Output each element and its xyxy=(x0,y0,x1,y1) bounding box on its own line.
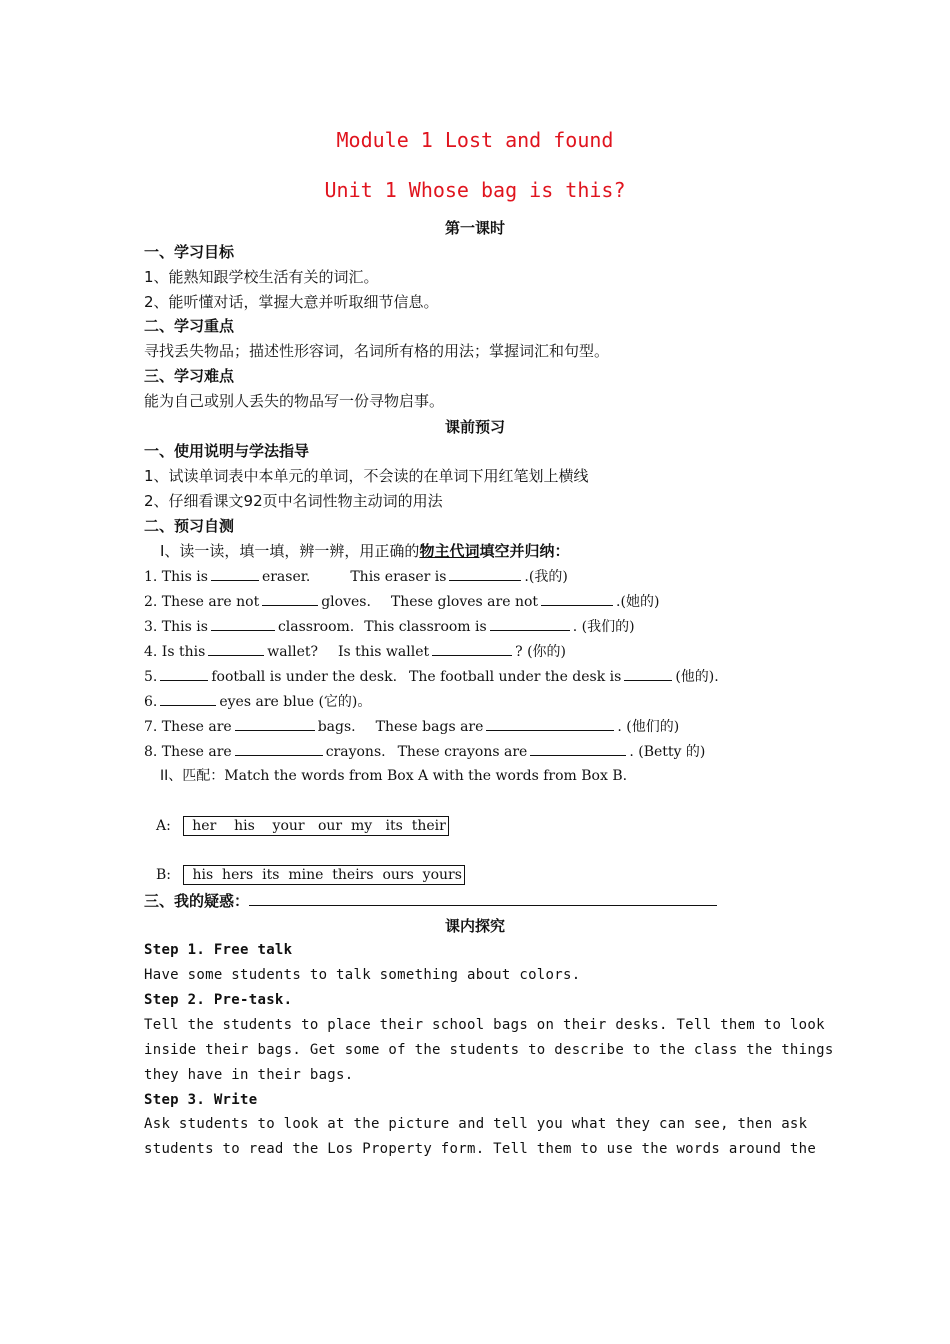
ex5-blank2[interactable] xyxy=(624,666,672,681)
ex3-d: . (我们的) xyxy=(572,619,635,635)
ex7-blank1[interactable] xyxy=(235,716,315,731)
goal-2: 2、能听懂对话，掌握大意并听取细节信息。 xyxy=(144,293,439,311)
ex8-d: . (Betty 的) xyxy=(629,744,706,760)
unit-title: Unit 1 Whose bag is this? xyxy=(324,178,626,202)
ex2-c: These gloves are not xyxy=(390,594,539,610)
ex2-b: gloves. xyxy=(321,594,371,610)
goals-heading: 一、学习目标 xyxy=(144,243,235,261)
ex2-blank1[interactable] xyxy=(262,591,318,606)
ex2-a: 2. These are not xyxy=(144,594,260,610)
doubt-heading: 三、我的疑惑： xyxy=(144,892,250,910)
doubt-row xyxy=(144,890,717,911)
ex4-b: wallet? xyxy=(267,644,318,660)
step2-line1: Tell the students to place their school bags on their desks. Tell them to look xyxy=(144,1017,825,1033)
step2-line2: inside their bags. Get some of the students to describe to the class the things xyxy=(144,1042,834,1058)
ex1-blank1[interactable] xyxy=(211,566,259,581)
box-b: his hers its mine theirs ours yours xyxy=(183,865,464,885)
guide-2: 2、仔细看课文92页中名词性物主动词的用法 xyxy=(144,492,443,510)
key-points-heading: 二、学习重点 xyxy=(144,317,235,335)
ex1-b: eraser. xyxy=(261,569,311,585)
ex5-b: football is under the desk. xyxy=(211,669,398,685)
ex8-a: 8. These are xyxy=(144,744,232,760)
ex6-b: eyes are blue (它的)。 xyxy=(219,694,372,710)
box-b-row xyxy=(156,865,465,885)
ex5-a: 5. xyxy=(144,669,158,685)
ex1-d: .(我的) xyxy=(524,569,568,585)
ex4-blank1[interactable] xyxy=(208,641,264,656)
module-title: Module 1 Lost and found xyxy=(336,128,614,152)
part1-post: 填空并归纳： xyxy=(479,542,570,560)
part1-instruction xyxy=(160,541,569,561)
part1-keyword: 物主代词 xyxy=(419,542,480,560)
step3-heading: Step 3. Write xyxy=(144,1092,258,1108)
exercise-1 xyxy=(144,566,568,587)
step1-text: Have some students to talk something about colors. xyxy=(144,967,581,983)
part2-instruction xyxy=(160,766,627,786)
ex7-b: bags. xyxy=(317,719,356,735)
ex5-d: (他的). xyxy=(675,669,719,685)
step3-line2: students to read the Los Property form. Tell them to use the words around the xyxy=(144,1141,817,1157)
exercise-8 xyxy=(144,741,705,762)
exercise-5 xyxy=(144,666,719,687)
ex5-c: The football under the desk is xyxy=(409,669,622,685)
box-b-label: B: xyxy=(156,867,172,883)
ex6-blank1[interactable] xyxy=(160,691,216,706)
ex8-blank1[interactable] xyxy=(235,741,323,756)
exercise-6 xyxy=(144,691,371,712)
explore-heading: 课内探究 xyxy=(444,917,505,935)
ex1-blank2[interactable] xyxy=(449,566,521,581)
box-a: her his your our my its their xyxy=(183,816,449,836)
box-a-row xyxy=(156,816,449,836)
ex2-blank2[interactable] xyxy=(541,591,613,606)
ex1-c: This eraser is xyxy=(350,569,447,585)
key-points-text: 寻找丢失物品；描述性形容词，名词所有格的用法；掌握词汇和句型。 xyxy=(144,342,610,360)
ex1-a: 1. This is xyxy=(144,569,208,585)
doubt-answer-line[interactable] xyxy=(249,890,717,906)
step2-line3: they have in their bags. xyxy=(144,1067,354,1083)
exercise-2 xyxy=(144,591,659,612)
ex3-blank1[interactable] xyxy=(211,616,275,631)
step3-line1: Ask students to look at the picture and tell you what they can see, then ask xyxy=(144,1116,808,1132)
ex4-d: ? (你的) xyxy=(515,644,566,660)
ex8-blank2[interactable] xyxy=(530,741,626,756)
ex7-a: 7. These are xyxy=(144,719,232,735)
ex7-d: . (他们的) xyxy=(617,719,680,735)
ex4-c: Is this wallet xyxy=(337,644,430,660)
ex4-blank2[interactable] xyxy=(432,641,512,656)
box-a-label: A: xyxy=(156,818,171,834)
step1-heading: Step 1. Free talk xyxy=(144,942,293,958)
ex4-a: 4. Is this xyxy=(144,644,206,660)
ex3-b: classroom. xyxy=(277,619,355,635)
ex3-c: This classroom is xyxy=(364,619,487,635)
ex5-blank1[interactable] xyxy=(160,666,208,681)
exercise-4 xyxy=(144,641,566,662)
ex8-c: These crayons are xyxy=(397,744,528,760)
ex6-a: 6. xyxy=(144,694,158,710)
exercise-3 xyxy=(144,616,635,637)
period-heading: 第一课时 xyxy=(444,219,505,237)
part2-text: Match the words from Box A with the words from Box B. xyxy=(224,768,628,784)
ex2-d: .(她的) xyxy=(616,594,660,610)
ex8-b: crayons. xyxy=(325,744,386,760)
guide-1: 1、试读单词表中本单元的单词，不会读的在单词下用红笔划上横线 xyxy=(144,467,589,485)
ex7-c: These bags are xyxy=(375,719,484,735)
guide-heading: 一、使用说明与学法指导 xyxy=(144,442,310,460)
ex7-blank2[interactable] xyxy=(486,716,614,731)
ex3-blank2[interactable] xyxy=(490,616,570,631)
step2-heading: Step 2. Pre-task. xyxy=(144,992,293,1008)
ex3-a: 3. This is xyxy=(144,619,208,635)
preview-heading: 课前预习 xyxy=(444,418,505,436)
selftest-heading: 二、预习自测 xyxy=(144,517,235,535)
exercise-7 xyxy=(144,716,679,737)
difficulties-text: 能为自己或别人丢失的物品写一份寻物启事。 xyxy=(144,392,445,410)
difficulties-heading: 三、学习难点 xyxy=(144,367,235,385)
part2-label: II、匹配： xyxy=(160,768,225,784)
part1-pre: I、读一读，填一填，辨一辨，用正确的 xyxy=(160,542,420,560)
goal-1: 1、能熟知跟学校生活有关的词汇。 xyxy=(144,268,379,286)
